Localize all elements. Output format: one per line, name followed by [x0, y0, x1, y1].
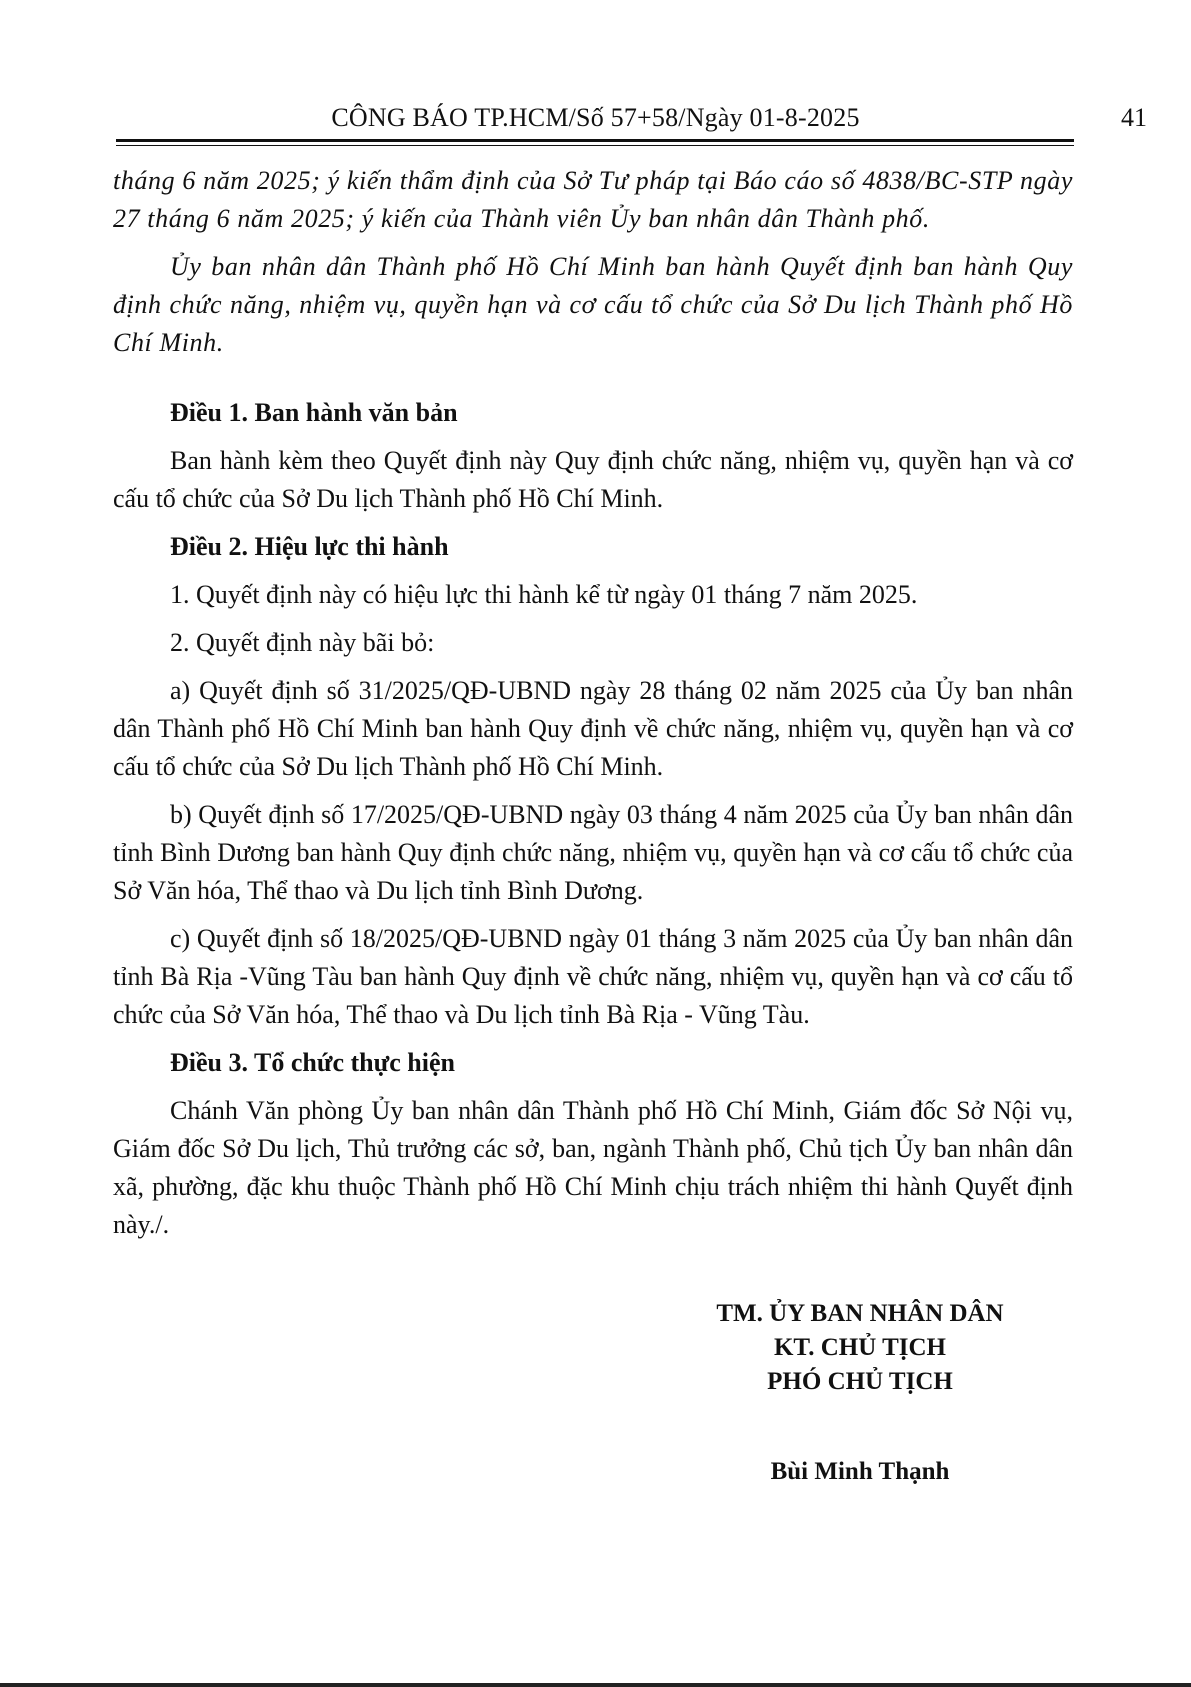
spacer — [113, 372, 1073, 394]
article-2-item-a: a) Quyết định số 31/2025/QĐ-UBND ngày 28 tháng 02 năm 2025 của Ủy ban nhân dân Thành phố Hồ Chí Minh ban hành Quy định về chức năng, nhiệm vụ, quyền hạn và cơ cấu tổ chức của Sở Du lịch Thành phố Hồ Chí Minh. — [113, 676, 1073, 781]
preamble-continuation: tháng 6 năm 2025; ý kiến thẩm định của Sở Tư pháp tại Báo cáo số 4838/BC-STP ngày 27 tháng 6 năm 2025; ý kiến của Thành viên Ủy ban nhân dân Thành phố. — [113, 166, 1073, 233]
header-rule-thin — [116, 145, 1074, 146]
article-2-item-c: c) Quyết định số 18/2025/QĐ-UBND ngày 01 tháng 3 năm 2025 của Ủy ban nhân dân tỉnh Bà Rịa -Vũng Tàu ban hành Quy định về chức năng, nhiệm vụ, quyền hạn và cơ cấu tổ chức của Sở Văn hóa, Thể thao và Du lịch tỉnh Bà Rịa - Vũng Tàu. — [113, 924, 1073, 1029]
signature-line-3: PHÓ CHỦ TỊCH — [767, 1368, 953, 1395]
article-1-text: Ban hành kèm theo Quyết định này Quy định chức năng, nhiệm vụ, quyền hạn và cơ cấu tổ chức của Sở Du lịch Thành phố Hồ Chí Minh. — [113, 446, 1073, 513]
article-1-heading: Điều 1. Ban hành văn bản — [170, 398, 458, 427]
article-3-text: Chánh Văn phòng Ủy ban nhân dân Thành phố Hồ Chí Minh, Giám đốc Sở Nội vụ, Giám đốc Sở Du lịch, Thủ trưởng các sở, ban, ngành Thành phố, Chủ tịch Ủy ban nhân dân xã, phường, đặc khu thuộc Thành phố Hồ Chí Minh chịu trách nhiệm thi hành Quyết định này./. — [113, 1096, 1073, 1239]
article-3-heading: Điều 3. Tổ chức thực hiện — [170, 1048, 455, 1077]
signer-name: Bùi Minh Thạnh — [770, 1458, 950, 1485]
article-2-item-b: b) Quyết định số 17/2025/QĐ-UBND ngày 03 tháng 4 năm 2025 của Ủy ban nhân dân tỉnh Bình Dương ban hành Quy định chức năng, nhiệm vụ, quyền hạn và cơ cấu tổ chức của Sở Văn hóa, Thể thao và Du lịch tỉnh Bình Dương. — [113, 800, 1073, 905]
gazette-header-title: CÔNG BÁO TP.HCM/Số 57+58/Ngày 01-8-2025 — [331, 103, 860, 132]
signature-line-2: KT. CHỦ TỊCH — [773, 1334, 947, 1361]
preamble-resolution: Ủy ban nhân dân Thành phố Hồ Chí Minh ban hành Quyết định ban hành Quy định chức năng, nhiệm vụ, quyền hạn và cơ cấu tổ chức của Sở Du lịch Thành phố Hồ Chí Minh. — [113, 252, 1073, 357]
document-body — [113, 162, 1073, 1254]
signature-line-1: TM. ỦY BAN NHÂN DÂN — [716, 1300, 1004, 1327]
page-number: 41 — [1121, 103, 1147, 132]
page-bottom-edge — [0, 1683, 1191, 1687]
signature-block — [640, 1297, 1080, 1399]
header-rule-thick — [116, 139, 1074, 142]
article-2-item-2: 2. Quyết định này bãi bỏ: — [170, 628, 435, 657]
article-2-item-1: 1. Quyết định này có hiệu lực thi hành kể từ ngày 01 tháng 7 năm 2025. — [170, 580, 918, 609]
article-2-heading: Điều 2. Hiệu lực thi hành — [170, 532, 449, 561]
